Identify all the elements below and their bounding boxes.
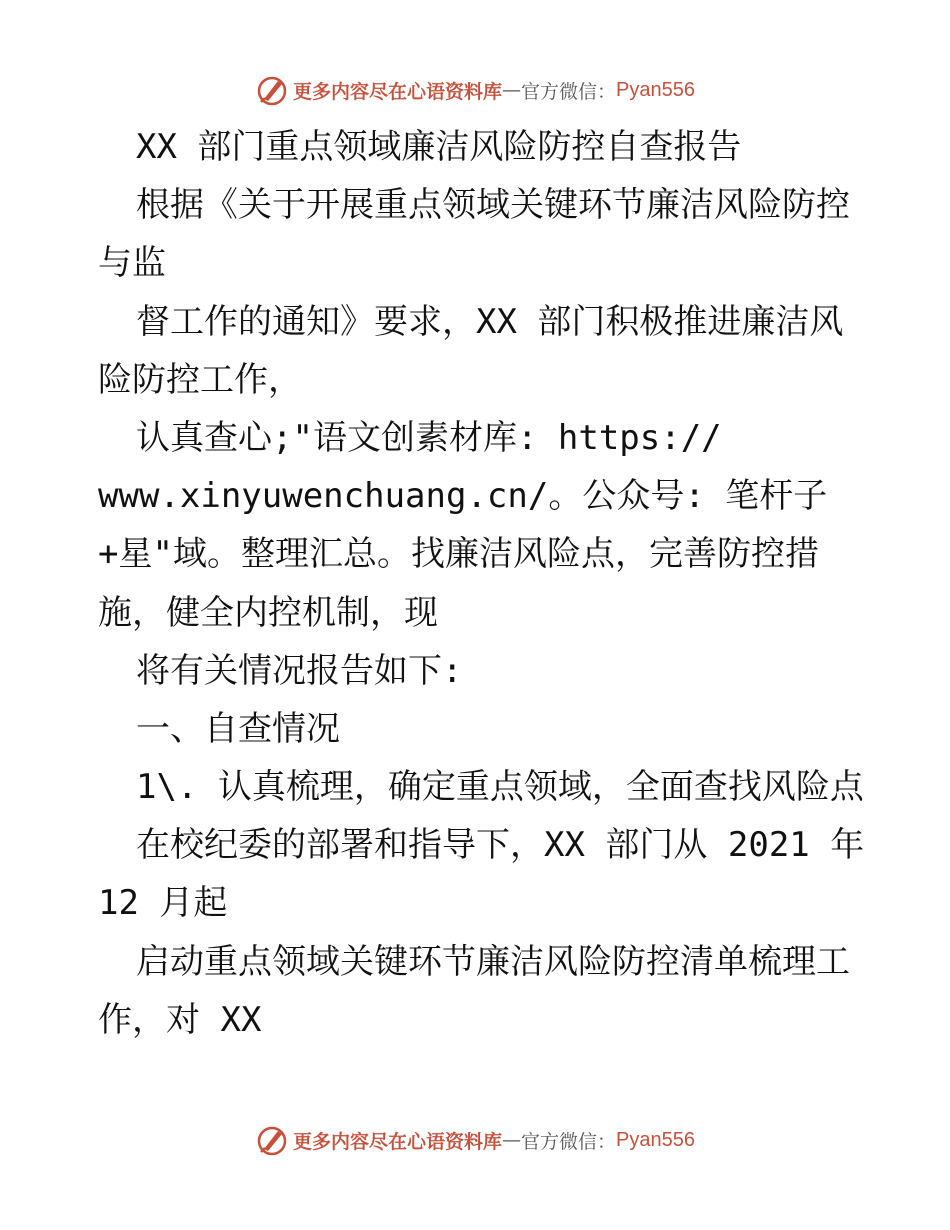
watermark-site-text: 更多内容尽在心语资料库 [293, 1130, 503, 1153]
quill-pen-icon [255, 73, 289, 107]
document-line: 施，健全内控机制，现 [98, 592, 438, 633]
document-line: +星"域。整理汇总。找廉洁风险点，完善防控措 [98, 534, 819, 575]
document-line: www.xinyuwenchuang.cn/。公众号: 笔杆子 [98, 476, 828, 517]
document-line: 与监 [98, 243, 166, 284]
watermark-wechat-label: 官方微信： [521, 80, 617, 103]
document-line: 险防控工作， [98, 359, 302, 400]
document-body [98, 118, 865, 1049]
watermark-site-text: 更多内容尽在心语资料库 [293, 80, 503, 103]
document-line: 12 月起 [98, 883, 228, 924]
watermark-wechat-label: 官方微信： [521, 1130, 617, 1153]
watermark-wechat-id: Pyan556 [616, 1128, 695, 1151]
watermark-wechat-id: Pyan556 [616, 78, 695, 101]
document-line: 在校纪委的部署和指导下，XX 部门从 2021 年 [136, 825, 865, 866]
document-line: 认真查心;"语文创素材库: https:// [136, 417, 722, 458]
watermark-banner-top [0, 70, 950, 110]
document-line: 根据《关于开展重点领域关键环节廉洁风险防控 [136, 185, 850, 226]
document-line: 督工作的通知》要求，XX 部门积极推进廉洁风 [136, 301, 844, 342]
quill-pen-icon [255, 1123, 289, 1157]
document-line: 作，对 XX [98, 999, 262, 1040]
document-line: XX 部门重点领域廉洁风险防控自查报告 [136, 127, 742, 167]
document-line: 1\. 认真梳理，确定重点领域，全面查找风险点 [136, 767, 864, 808]
watermark-banner-bottom [0, 1120, 950, 1160]
document-line: 一、自查情况 [136, 708, 340, 749]
document-line: 将有关情况报告如下: [136, 650, 463, 691]
watermark-dash: — [502, 79, 522, 101]
watermark-dash: — [502, 1129, 522, 1151]
document-line: 启动重点领域关键环节廉洁风险防控清单梳理工 [136, 941, 850, 982]
